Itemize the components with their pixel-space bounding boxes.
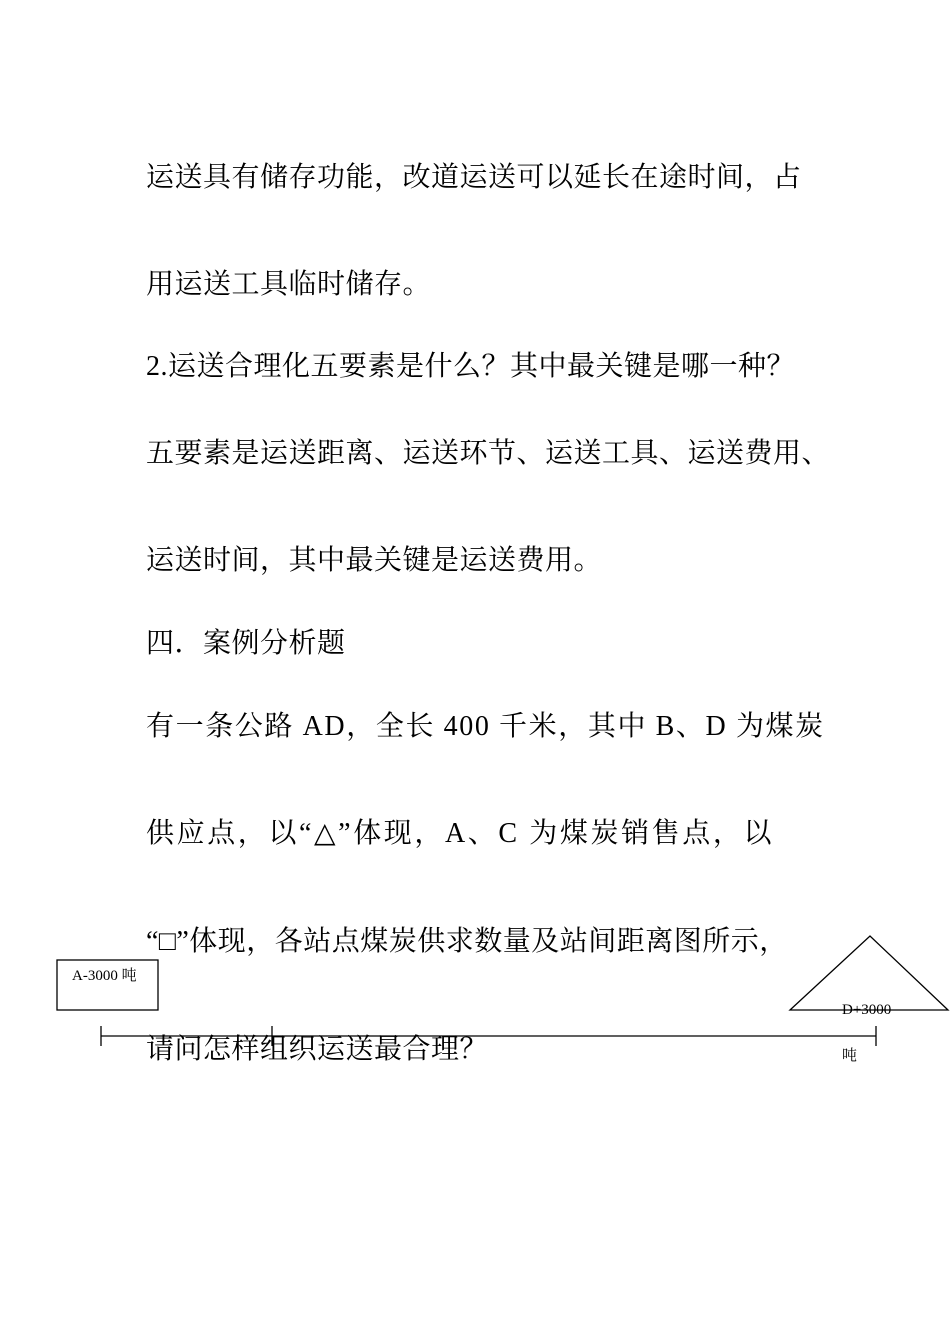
- question-text: 2.运送合理化五要素是什么？其中最关键是哪一种？: [146, 351, 796, 382]
- point-d-label: D+3000: [842, 1002, 892, 1018]
- case-text-line: 供应点，以“△”体现，A、C 为煤炭销售点，以: [146, 818, 775, 849]
- answer-text: 运送时间，其中最关键是运送费用。: [146, 545, 603, 576]
- point-d-unit-label: 吨: [842, 1048, 858, 1064]
- supply-point-d-triangle: [790, 936, 948, 1010]
- section-heading: 四．案例分析题: [146, 628, 346, 659]
- body-text-line: 运送具有储存功能，改道运送可以延长在途时间，占: [146, 162, 802, 193]
- case-text-line: 请问怎样组织运送最合理？: [146, 1034, 489, 1065]
- point-a-label: A-3000 吨: [72, 968, 137, 984]
- body-text-line: 用运送工具临时储存。: [146, 269, 432, 300]
- answer-text: 五要素是运送距离、运送环节、运送工具、运送费用、: [146, 438, 831, 469]
- case-text-line: 有一条公路 AD，全长 400 千米，其中 B、D 为煤炭: [146, 711, 825, 742]
- case-text-line: “□”体现，各站点煤炭供求数量及站间距离图所示，: [146, 926, 788, 957]
